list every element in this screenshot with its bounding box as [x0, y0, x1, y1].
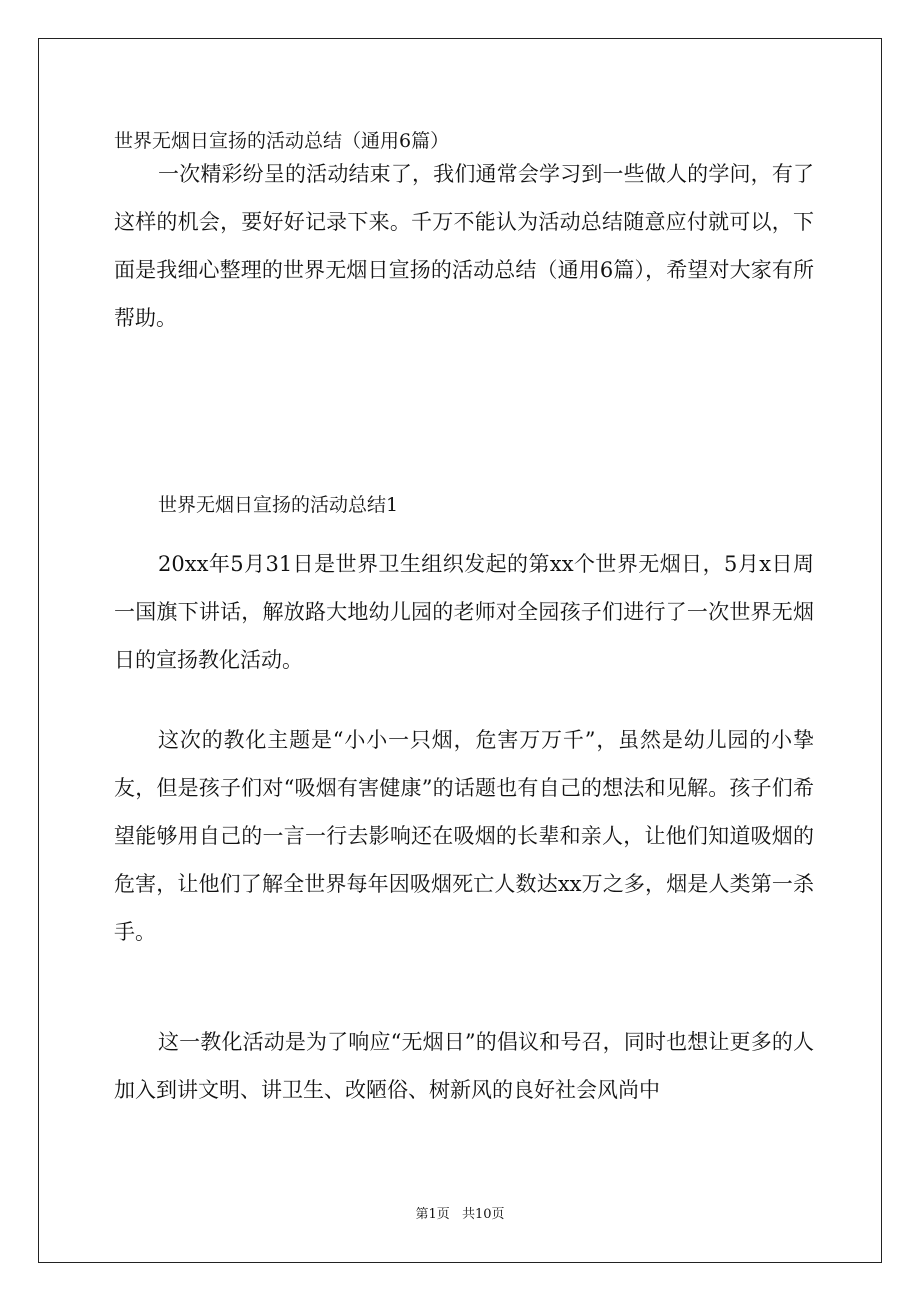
page-total: 共10页 — [461, 1207, 505, 1222]
page-footer — [0, 1205, 920, 1225]
intro-paragraph: 一次精彩纷呈的活动结束了，我们通常会学习到一些做人的学问，有了这样的机会，要好好记录下来。千万不能认为活动总结随意应付就可以，下面是我细心整理的世界无烟日宣扬的活动总结（通用6篇），希望对大家有所帮助。 — [114, 162, 814, 330]
document-title: 世界无烟日宣扬的活动总结（通用6篇） — [114, 130, 450, 152]
section-title: 世界无烟日宣扬的活动总结1 — [158, 494, 399, 516]
page-number: 第1页 — [415, 1207, 450, 1222]
body-paragraph-3: 这一教化活动是为了响应“无烟日”的倡议和号召，同时也想让更多的人加入到讲文明、讲卫生、改陋俗、树新风的良好社会风尚中 — [114, 1030, 814, 1102]
body-paragraph-2: 这次的教化主题是“小小一只烟，危害万万千”，虽然是幼儿园的小挚友，但是孩子们对“吸烟有害健康”的话题也有自己的想法和见解。孩子们希望能够用自己的一言一行去影响还在吸烟的长辈和亲人，让他们知道吸烟的危害，让他们了解全世界每年因吸烟死亡人数达xx万之多，烟是人类第一杀手。 — [114, 728, 814, 944]
body-paragraph-1: 20xx年5月31日是世界卫生组织发起的第xx个世界无烟日，5月x日周一国旗下讲话，解放路大地幼儿园的老师对全园孩子们进行了一次世界无烟日的宣扬教化活动。 — [114, 552, 814, 672]
